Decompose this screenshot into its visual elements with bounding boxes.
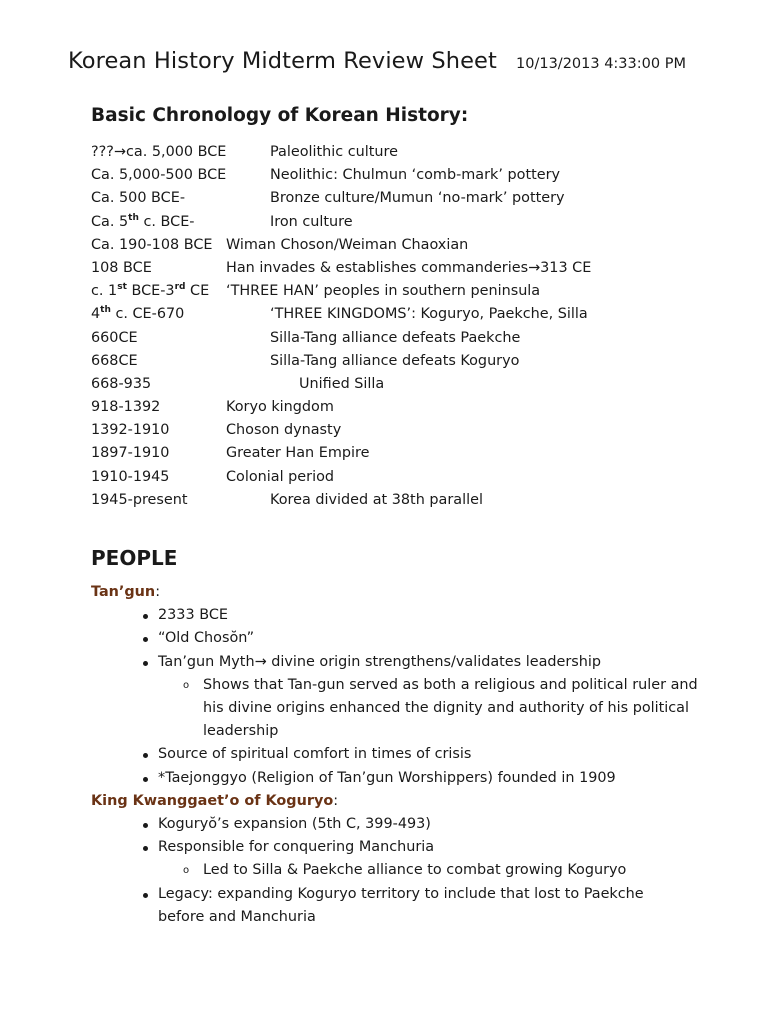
person-heading: King Kwanggaet’o of Koguryo:	[91, 792, 339, 809]
chronology-date: 1392-1910	[91, 422, 170, 439]
chronology-date: Ca. 5,000-500 BCE	[91, 167, 227, 184]
document-header	[68, 48, 686, 74]
person-name-tangun: Tan’gun	[91, 584, 156, 600]
chronology-event: Bronze culture/Mumun ‘no-mark’ pottery	[270, 190, 565, 207]
sub-list	[158, 674, 703, 744]
chronology-date: c. 1st BCE-3rd CE	[91, 282, 210, 300]
chronology-date: 918-1392	[91, 399, 161, 416]
chronology-event: Choson dynasty	[226, 422, 342, 439]
kwanggaeto-bullets	[91, 813, 703, 929]
document-title: Korean History Midterm Review Sheet	[68, 48, 497, 74]
chronology-date: Ca. 500 BCE-	[91, 190, 186, 207]
chronology-event: Korea divided at 38th parallel	[270, 491, 483, 508]
list-item: Source of spiritual comfort in times of crisis	[91, 743, 703, 766]
chronology-event: Koryo kingdom	[226, 399, 334, 416]
chronology-date: 4th c. CE-670	[91, 305, 185, 323]
list-item: Legacy: expanding Koguryo territory to include that lost to Paekche before and Manchuria	[91, 883, 668, 929]
chronology-event: Neolithic: Chulmun ‘comb-mark’ pottery	[270, 167, 561, 184]
chronology-event: ‘THREE KINGDOMS’: Koguryo, Paekche, Silla	[270, 306, 588, 323]
people-section	[91, 581, 703, 929]
people-heading: PEOPLE	[91, 546, 178, 570]
sub-list	[158, 859, 703, 882]
list-item: 2333 BCE	[91, 604, 703, 627]
list-item: Responsible for conquering Manchuria o Led to Silla & Paekche alliance to combat growing Koguryo	[91, 836, 703, 882]
person-name-kwanggaeto: King Kwanggaet’o of Koguryo	[91, 792, 334, 809]
chronology-date: ???→ca. 5,000 BCE	[91, 144, 227, 160]
chronology-date: 668CE	[91, 352, 138, 369]
person-heading: Tan’gun:	[91, 584, 161, 600]
tangun-bullets	[91, 604, 703, 790]
chronology-event: Unified Silla	[299, 375, 385, 392]
chronology-date: 108 BCE	[91, 259, 152, 276]
chronology-event: Silla-Tang alliance defeats Koguryo	[270, 352, 520, 369]
list-item: Koguryŏ’s expansion (5th C, 399-493)	[91, 813, 703, 836]
chronology-event: Paleolithic culture	[270, 144, 398, 160]
chronology-event: ‘THREE HAN’ peoples in southern peninsula	[226, 283, 541, 300]
list-item: Tan’gun Myth→ divine origin strengthens/validates leadership o Shows that Tan-gun served as both a religious and political ruler and his divine origins enhanced the dignity and authority of his political leadership	[91, 651, 703, 744]
chronology-date: 660CE	[91, 329, 138, 346]
sub-list-item: o Led to Silla & Paekche alliance to combat growing Koguryo	[158, 859, 703, 882]
chronology-event: Silla-Tang alliance defeats Paekche	[270, 329, 521, 346]
chronology-event: Han invades & establishes commanderies→313 CE	[226, 259, 592, 276]
list-item: “Old Chosŏn”	[91, 627, 703, 650]
chronology-date: Ca. 5th c. BCE-	[91, 212, 195, 230]
chronology-date: 1945-present	[91, 491, 188, 508]
chronology-event: Iron culture	[270, 213, 353, 230]
chronology-event: Colonial period	[226, 468, 335, 485]
chronology-event: Wiman Choson/Weiman Chaoxian	[226, 236, 469, 253]
chronology-date: 668-935	[91, 375, 152, 392]
chronology-date: 1897-1910	[91, 445, 170, 462]
chronology-date: Ca. 190-108 BCE	[91, 236, 213, 253]
timestamp: 10/13/2013 4:33:00 PM	[516, 56, 686, 72]
sub-list-item: o Shows that Tan-gun served as both a religious and political ruler and his divine origins enhanced the dignity and authority of his political leadership	[158, 674, 703, 744]
list-item: *Taejonggyo (Religion of Tan’gun Worshippers) founded in 1909	[91, 767, 703, 790]
chronology-heading: Basic Chronology of Korean History:	[91, 105, 469, 126]
chronology-event: Greater Han Empire	[226, 445, 370, 462]
chronology-date: 1910-1945	[91, 468, 170, 485]
